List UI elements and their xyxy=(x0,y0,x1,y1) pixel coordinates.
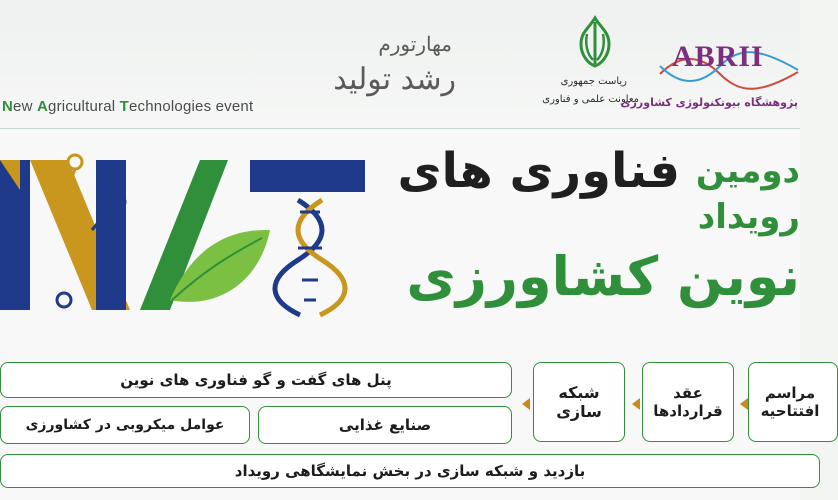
title-event-word: رویداد xyxy=(697,197,800,237)
opening-ceremony-label: مراسم افتتاحیه xyxy=(760,384,820,420)
institute-caption: پژوهشگاه بیوتکنولوژی کشاورزی xyxy=(620,96,798,109)
emblem-caption-line-2: معاونت علمی و فناوری xyxy=(542,94,639,105)
header-divider xyxy=(0,128,800,129)
calligraphy-logo xyxy=(333,10,460,115)
iran-emblem-icon xyxy=(571,14,619,72)
microbial-agents-box xyxy=(0,406,250,444)
networking-box xyxy=(533,362,625,442)
emblem-caption-line-1: ریاست جمهوری xyxy=(560,76,627,87)
n-letter-mark xyxy=(0,155,130,310)
contracts-label: عقد قراردادها xyxy=(653,384,723,420)
abrii-logo xyxy=(620,38,798,113)
event-english-text: New Agricultural Technologies event xyxy=(2,98,254,115)
institute-name: ABRII xyxy=(672,40,764,73)
arrow-left-icon xyxy=(632,398,640,410)
nat-logo xyxy=(0,150,370,320)
panel-talks-label: پنل های گفت و گو فناوری های نوین xyxy=(120,371,392,389)
title-technologies: فناوری های xyxy=(397,143,680,199)
calligraphy-line-2: رشد تولید xyxy=(333,62,456,97)
food-industry-box xyxy=(258,406,512,444)
food-industry-label: صنایع غذایی xyxy=(338,416,432,434)
opening-ceremony-box xyxy=(748,362,838,442)
contracts-box xyxy=(642,362,734,442)
arrow-left-icon xyxy=(522,398,530,410)
title-ordinal: دومین xyxy=(695,151,800,191)
exhibition-visit-label: بازدید و شبکه سازی در بخش نمایشگاهی رویداد xyxy=(234,462,586,480)
event-title xyxy=(360,145,800,340)
arrow-left-icon xyxy=(740,398,748,410)
calligraphy-line-1: مهارتورم xyxy=(378,32,452,56)
title-new-agriculture: نوین کشاورزی xyxy=(406,245,800,308)
event-english-title xyxy=(2,98,253,115)
exhibition-visit-box xyxy=(0,454,820,488)
panel-talks-box xyxy=(0,362,512,398)
networking-label: شبکه سازی xyxy=(556,383,602,421)
microbial-agents-label: عوامل میکروبی در کشاورزی xyxy=(25,417,225,433)
